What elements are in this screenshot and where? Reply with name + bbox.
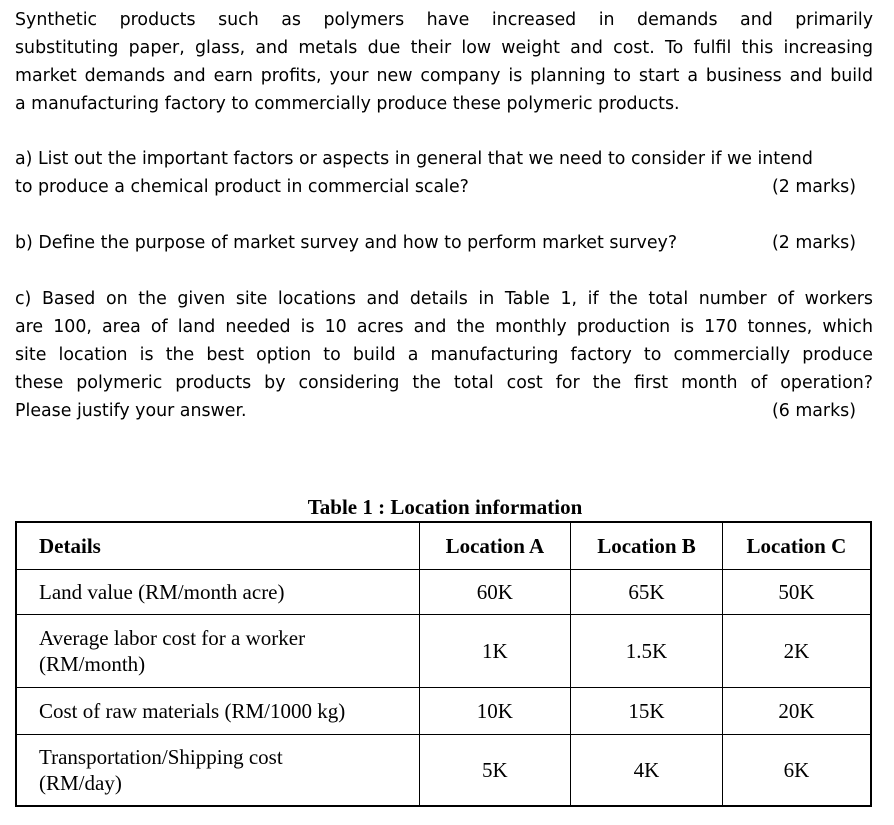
intro-line: Synthetic products such as polymers have increased in demands and primarily [15,10,873,30]
value-cell: 4K [571,735,723,807]
detail-cell [16,688,419,735]
question-b-text: b) Define the purpose of market survey and how to perform market survey? [15,233,678,253]
question-a-marks: (2 marks) [771,177,856,197]
question-a-line2: to produce a chemical product in commercial scale? [15,177,469,197]
intro-line: a manufacturing factory to commercially produce these polymeric products. [15,94,680,114]
question-c [15,285,873,425]
detail-cell [16,735,419,807]
question-c-line: site location is the best option to build a manufacturing factory to commercially produce [15,345,873,365]
value-cell: 10K [419,688,571,735]
question-a-line1: a) List out the important factors or aspects in general that we need to consider if we intend [15,149,813,169]
detail-text: (RM/month) [39,652,146,676]
value-cell: 20K [722,688,871,735]
value-cell: 2K [722,615,871,688]
question-c-last-line: Please justify your answer. [15,401,247,421]
question-c-line: c) Based on the given site locations and details in Table 1, if the total number of workers [15,289,873,309]
value-cell: 1K [419,615,571,688]
table-caption: Table 1 : Location information [307,495,583,519]
question-c-line: these polymeric products by considering the total cost for the first month of operation? [15,373,873,393]
header-details: Details [16,522,419,570]
value-cell: 60K [419,570,571,615]
question-a [15,145,873,201]
table-row [16,735,871,807]
header-location-c: Location C [722,522,871,570]
value-cell: 50K [722,570,871,615]
detail-text: Land value (RM/month acre) [39,580,285,604]
detail-cell [16,615,419,688]
table-row [16,615,871,688]
detail-text: Average labor cost for a worker [39,626,306,650]
question-b-row [15,229,873,257]
header-location-b: Location B [571,522,723,570]
header-location-a: Location A [419,522,571,570]
value-cell: 1.5K [571,615,723,688]
table-header-row [16,522,871,570]
table-row [16,688,871,735]
question-c-marks: (6 marks) [771,401,856,421]
question-a-line2-row [15,173,873,201]
question-c-last-row [15,397,873,425]
detail-text: (RM/day) [39,771,122,795]
detail-cell [16,570,419,615]
value-cell: 15K [571,688,723,735]
detail-text: Cost of raw materials (RM/1000 kg) [39,699,346,723]
value-cell: 65K [571,570,723,615]
detail-text: Transportation/Shipping cost [39,745,283,769]
question-b [15,229,873,257]
value-cell: 6K [722,735,871,807]
intro-paragraph [15,6,873,118]
question-b-marks: (2 marks) [771,233,856,253]
table-row [16,570,871,615]
value-cell: 5K [419,735,571,807]
intro-line: substituting paper, glass, and metals due their low weight and cost. To fulfil this increasing [15,38,873,58]
location-table [15,521,872,807]
question-c-line: are 100, area of land needed is 10 acres and the monthly production is 170 tonnes, which [15,317,873,337]
intro-line: market demands and earn profits, your new company is planning to start a business and build [15,66,873,86]
